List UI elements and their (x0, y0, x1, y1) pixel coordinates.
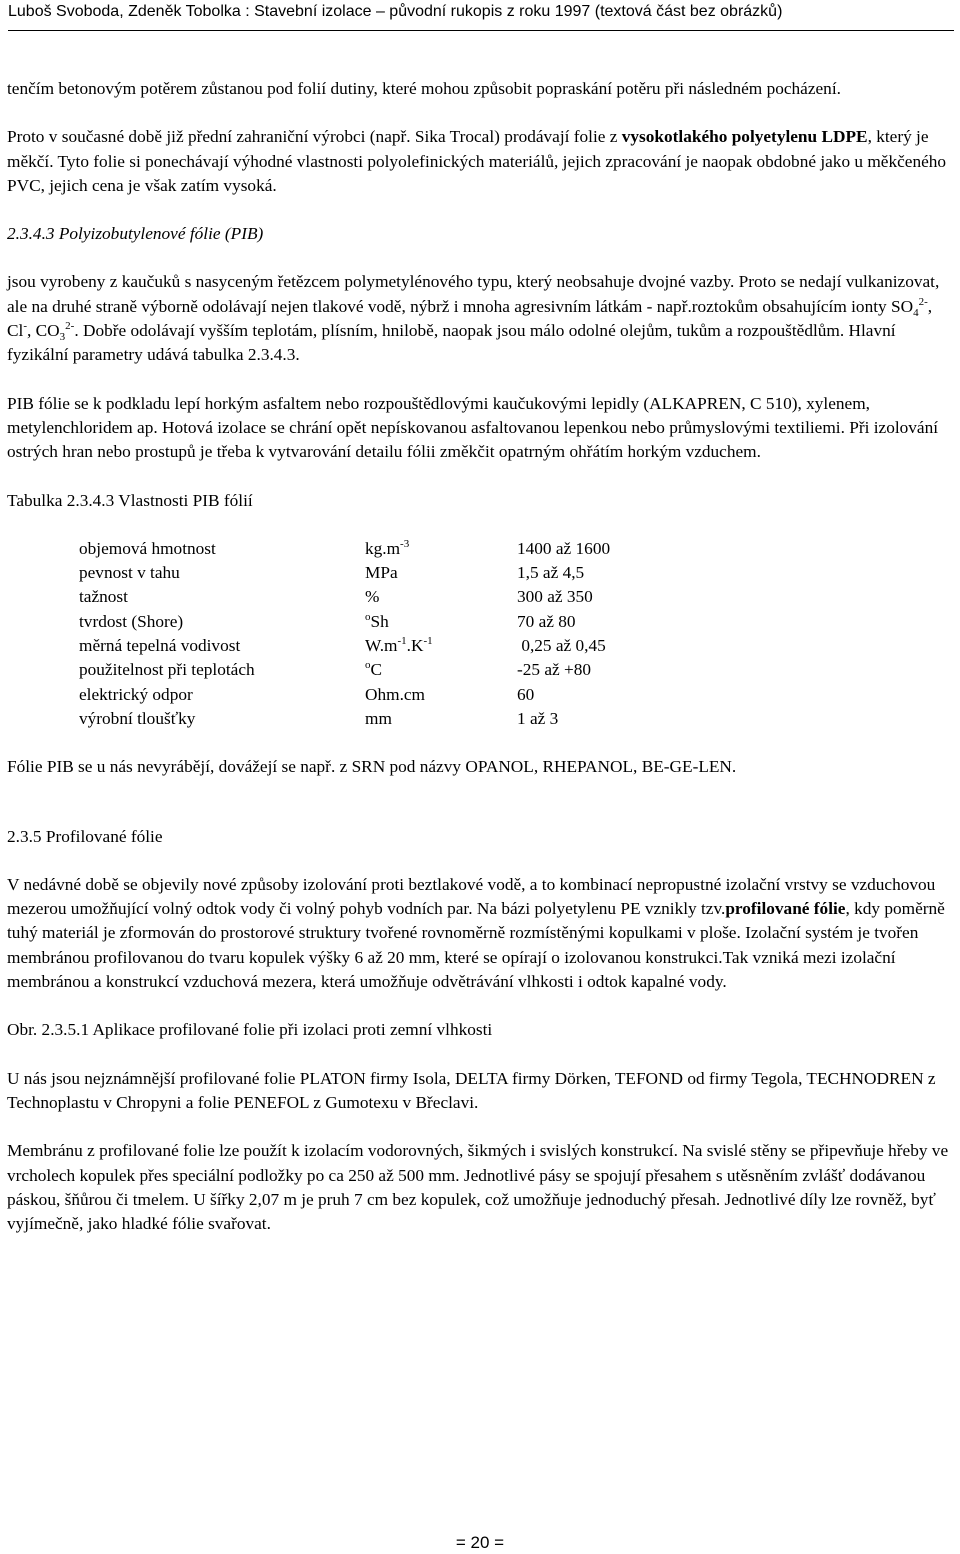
paragraph-membrane-use: Membránu z profilované folie lze použít k izolacím vodorovných, šikmých i svislých konstrukcí. Na svislé stěny se připevňuje hřeby ve vrcholech kopulek přes speciální podložky po ca 250 až 500 mm. Jednotlivé pásy se spojují přesahem s utěsněním zvlášť dodávanou páskou, šňůrou či tmelem. U šířky 2,07 m je pruh 7 cm bez kopulek, což umožňuje jednoduchý přesah. Jednotlivé díly lze rovněž, byť vyjímečně, jako hladké fólie svařovat. (7, 1141, 949, 1234)
property-unit (365, 585, 517, 609)
pib-sub-3: 3 (59, 331, 66, 344)
paragraph-pib-import: Fólie PIB se u nás nevyrábějí, dovážejí se např. z SRN pod názvy OPANOL, RHEPANOL, BE-GE-LEN. (7, 757, 737, 777)
pib-sup-minus: - (23, 320, 27, 333)
table-row (79, 658, 953, 682)
section-heading-pib: 2.3.4.3 Polyizobutylenové fólie (PIB) (7, 224, 264, 244)
property-name: použitelnost při teplotách (79, 660, 255, 680)
unit-sup-1: o (365, 659, 371, 672)
property-value: 1 až 3 (517, 708, 559, 728)
property-name: pevnost v tahu (79, 563, 180, 583)
paragraph-profiled-foils (7, 873, 953, 994)
properties-table (79, 537, 953, 731)
unit-part-a: kg.m (365, 538, 401, 558)
section-heading-profiled: 2.3.5 Profilované fólie (7, 826, 163, 846)
pib-text-b: , Cl (7, 296, 933, 341)
table-row (79, 561, 953, 585)
property-unit (365, 707, 517, 731)
unit-part-b: Sh (370, 611, 389, 631)
unit-part-b: .K (406, 636, 424, 656)
unit-part-a: % (365, 587, 380, 607)
paragraph-manufacturers: U nás jsou nejznámnější profilované folie PLATON firmy Isola, DELTA firmy Dörken, TEFOND od firmy Tegola, TECHNODREN z Technoplastu v Chropyni a folie PENEFOL z Gumotexu v Břeclavi. (7, 1068, 936, 1112)
paragraph-ldpe-bold: vysokotlakého polyetylenu LDPE (621, 127, 868, 147)
table-row (79, 683, 953, 707)
property-name: tažnost (79, 587, 128, 607)
paragraph-pib-properties (7, 270, 953, 367)
property-unit (365, 683, 517, 707)
paragraph-ldpe-text-c: , který je měkčí. Tyto folie si ponechávají výhodné vlastnosti polyolefinických materiálů, jejich zpracování je naopak obdobné jako u měkčeného PVC, jejich cena je však zatím vysoká. (7, 127, 947, 195)
page-number: = 20 = (455, 1533, 505, 1552)
pib-sub-4: 4 (913, 306, 919, 319)
pib-text-d: . Dobře odolávají vyšším teplotám, plísním, hnilobě, naopak jsou málo odolné olejům, tukům a rozpouštědlům. Hlavní fyzikální parametry udává tabulka 2.3.4.3. (7, 321, 896, 365)
unit-sup-1: -1 (397, 635, 407, 648)
profiled-text-a: V nedávné době se objevily nové způsoby izolování proti beztlakové vodě, a to kombinací nepropustné izolační vrstvy se vzduchovou mezerou umožňující volný odtok vody či volný pohyb vodních par. Na bázi polyetylenu PE vznikly tzv. (7, 874, 936, 919)
pib-sup-2minus-b: 2- (65, 320, 75, 333)
property-value: 300 až 350 (517, 587, 593, 607)
paragraph-pib-adhesion: PIB fólie se k podkladu lepí horkým asfaltem nebo rozpouštědlovými kaučukovými lepidly (ALKAPREN, C 510), xylenem, metylenchloridem ap. Hotová izolace se chrání opět nepískovanou asfaltovanou lepenkou nebo průmyslovými textiliemi. Při izolování ostrých hran nebo prostupů je třeba k vytvarování detailu fólii změkčit opatrným ohřátím horkým vzduchem. (7, 393, 939, 462)
property-value: 70 až 80 (517, 611, 576, 631)
unit-part-b: C (370, 660, 383, 680)
figure-caption: Obr. 2.3.5.1 Aplikace profilované folie při izolaci proti zemní vlhkosti (7, 1020, 493, 1040)
unit-part-a: MPa (365, 563, 398, 583)
table-row (79, 537, 953, 561)
unit-sup-1: -3 (400, 537, 410, 550)
pib-text-a: jsou vyrobeny z kaučuků s nasyceným řetězcem polymetylénového typu, který neobsahuje dvojné vazby. Proto se nedají vulkanizovat, ale na druhé straně výborně odolávají nejen tlakové vodě, nýbrž i mnoha agresivním látkám - např.roztokům obsahujícím ionty SO (7, 272, 940, 316)
property-unit (365, 634, 517, 658)
property-value: 0,25 až 0,45 (517, 636, 606, 656)
paragraph-ldpe-text-a: Proto v současné době již přední zahraniční výrobci (např. Sika Trocal) prodávají folie z (7, 127, 622, 147)
property-name: elektrický odpor (79, 684, 193, 704)
table-row (79, 610, 953, 634)
property-name: výrobní tloušťky (79, 708, 196, 728)
paragraph-ldpe (7, 125, 953, 198)
property-value: 1400 až 1600 (517, 538, 611, 558)
profiled-text-c: , kdy poměrně tuhý materiál je zformován do prostorové struktury tvořené rovnoměrně rozmístěnými kopulkami v ploše. Izolační systém je tvořen membránou profilovanou do tvaru kopulek výšky 6 až 20 mm, které se opírají o izolovanou konstrukci.Tak vzniká mezi izolační membránou a konstrukcí vzduchová mezera, která umožňuje odvětrávání vlhkosti i odtok kapalné vody. (7, 899, 945, 992)
property-name: měrná tepelná vodivost (79, 636, 241, 656)
unit-sup-1: o (365, 610, 371, 623)
table-row (79, 634, 953, 658)
property-unit (365, 537, 517, 561)
table-row (79, 585, 953, 609)
paragraph-concrete-screed: tenčím betonovým potěrem zůstanou pod folií dutiny, které mohou způsobit popraskání potěru při následném pocházení. (7, 79, 841, 98)
header-text: Luboš Svoboda, Zdeněk Tobolka : Stavební izolace – původní rukopis z roku 1997 (textová část bez obrázků) (8, 3, 783, 20)
document-body (7, 77, 953, 1236)
property-unit (365, 561, 517, 585)
unit-sup-2: -1 (423, 635, 433, 648)
page-header (8, 0, 954, 31)
unit-part-a: mm (365, 708, 392, 728)
pib-text-c: , CO (27, 321, 60, 341)
unit-part-a: W.m (365, 636, 398, 656)
property-name: tvrdost (Shore) (79, 611, 184, 631)
property-unit (365, 610, 517, 634)
property-name: objemová hmotnost (79, 538, 216, 558)
property-value: -25 až +80 (517, 660, 592, 680)
property-unit (365, 658, 517, 682)
pib-sup-2minus: 2- (918, 295, 928, 308)
property-value: 1,5 až 4,5 (517, 563, 585, 583)
table-row (79, 707, 953, 731)
table-caption: Tabulka 2.3.4.3 Vlastnosti PIB fólií (7, 490, 253, 510)
property-value: 60 (517, 684, 535, 704)
unit-part-a: Ohm.cm (365, 684, 425, 704)
profiled-bold: profilované fólie (725, 899, 846, 919)
